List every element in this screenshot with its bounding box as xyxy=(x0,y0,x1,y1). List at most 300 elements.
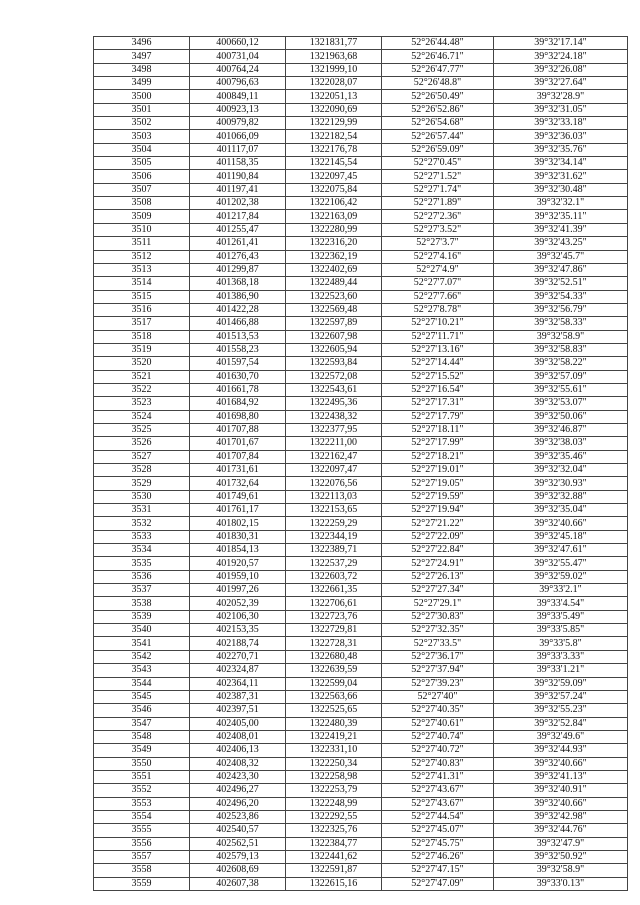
x-coordinate-cell: 402523,86 xyxy=(190,810,286,823)
latitude-cell: 52°26'48.8" xyxy=(382,77,494,90)
point-number-cell: 3514 xyxy=(94,277,190,290)
y-coordinate-cell: 1322480,39 xyxy=(286,717,382,730)
table-row xyxy=(94,557,628,570)
longitude-cell: 39°32'50.92" xyxy=(494,850,628,863)
table-row xyxy=(94,664,628,677)
table-row xyxy=(94,197,628,210)
x-coordinate-cell: 401422,28 xyxy=(190,303,286,316)
x-coordinate-cell: 401732,64 xyxy=(190,477,286,490)
y-coordinate-cell: 1322250,34 xyxy=(286,757,382,770)
x-coordinate-cell: 401202,38 xyxy=(190,197,286,210)
latitude-cell: 52°27'10.21" xyxy=(382,317,494,330)
y-coordinate-cell: 1322163,09 xyxy=(286,210,382,223)
x-coordinate-cell: 401466,88 xyxy=(190,317,286,330)
longitude-cell: 39°32'55.23" xyxy=(494,704,628,717)
table-row xyxy=(94,37,628,50)
y-coordinate-cell: 1322280,99 xyxy=(286,223,382,236)
table-row xyxy=(94,544,628,557)
point-number-cell: 3525 xyxy=(94,423,190,436)
x-coordinate-cell: 401802,15 xyxy=(190,517,286,530)
table-row xyxy=(94,130,628,143)
longitude-cell: 39°32'57.24" xyxy=(494,690,628,703)
latitude-cell: 52°27'7.66" xyxy=(382,290,494,303)
longitude-cell: 39°32'32.04" xyxy=(494,464,628,477)
table-row xyxy=(94,597,628,610)
point-number-cell: 3533 xyxy=(94,530,190,543)
y-coordinate-cell: 1322384,77 xyxy=(286,837,382,850)
y-coordinate-cell: 1322325,76 xyxy=(286,824,382,837)
table-row xyxy=(94,584,628,597)
table-row xyxy=(94,77,628,90)
latitude-cell: 52°27'19.05" xyxy=(382,477,494,490)
table-row xyxy=(94,464,628,477)
y-coordinate-cell: 1322377,95 xyxy=(286,423,382,436)
coordinates-table-body xyxy=(94,37,628,891)
x-coordinate-cell: 401117,07 xyxy=(190,143,286,156)
latitude-cell: 52°26'54.68" xyxy=(382,117,494,130)
latitude-cell: 52°27'43.67" xyxy=(382,784,494,797)
point-number-cell: 3516 xyxy=(94,303,190,316)
longitude-cell: 39°32'45.7" xyxy=(494,250,628,263)
y-coordinate-cell: 1322543,61 xyxy=(286,383,382,396)
table-row xyxy=(94,757,628,770)
y-coordinate-cell: 1322441,62 xyxy=(286,850,382,863)
table-row xyxy=(94,450,628,463)
x-coordinate-cell: 402405,00 xyxy=(190,717,286,730)
table-row xyxy=(94,797,628,810)
x-coordinate-cell: 401386,90 xyxy=(190,290,286,303)
latitude-cell: 52°27'36.17" xyxy=(382,650,494,663)
table-row xyxy=(94,690,628,703)
latitude-cell: 52°27'27.34" xyxy=(382,584,494,597)
longitude-cell: 39°32'58.9" xyxy=(494,330,628,343)
table-row xyxy=(94,143,628,156)
longitude-cell: 39°32'35.46" xyxy=(494,450,628,463)
point-number-cell: 3531 xyxy=(94,504,190,517)
longitude-cell: 39°32'34.14" xyxy=(494,157,628,170)
x-coordinate-cell: 402188,74 xyxy=(190,637,286,650)
point-number-cell: 3527 xyxy=(94,450,190,463)
y-coordinate-cell: 1322258,98 xyxy=(286,770,382,783)
latitude-cell: 52°27'26.13" xyxy=(382,570,494,583)
latitude-cell: 52°26'57.44" xyxy=(382,130,494,143)
x-coordinate-cell: 402408,01 xyxy=(190,730,286,743)
point-number-cell: 3526 xyxy=(94,437,190,450)
x-coordinate-cell: 401299,87 xyxy=(190,263,286,276)
latitude-cell: 52°27'1.89" xyxy=(382,197,494,210)
longitude-cell: 39°33'5.49" xyxy=(494,610,628,623)
point-number-cell: 3538 xyxy=(94,597,190,610)
latitude-cell: 52°27'44.54" xyxy=(382,810,494,823)
longitude-cell: 39°32'40.66" xyxy=(494,797,628,810)
y-coordinate-cell: 1322728,31 xyxy=(286,637,382,650)
latitude-cell: 52°27'8.78" xyxy=(382,303,494,316)
point-number-cell: 3512 xyxy=(94,250,190,263)
table-row xyxy=(94,477,628,490)
longitude-cell: 39°32'59.02" xyxy=(494,570,628,583)
table-row xyxy=(94,210,628,223)
latitude-cell: 52°27'47.15" xyxy=(382,864,494,877)
latitude-cell: 52°27'22.09" xyxy=(382,530,494,543)
longitude-cell: 39°32'35.11" xyxy=(494,210,628,223)
longitude-cell: 39°32'32.88" xyxy=(494,490,628,503)
point-number-cell: 3519 xyxy=(94,343,190,356)
point-number-cell: 3511 xyxy=(94,237,190,250)
latitude-cell: 52°27'14.44" xyxy=(382,357,494,370)
point-number-cell: 3517 xyxy=(94,317,190,330)
point-number-cell: 3529 xyxy=(94,477,190,490)
table-row xyxy=(94,784,628,797)
longitude-cell: 39°32'36.03" xyxy=(494,130,628,143)
longitude-cell: 39°32'33.18" xyxy=(494,117,628,130)
latitude-cell: 52°27'30.83" xyxy=(382,610,494,623)
x-coordinate-cell: 402562,51 xyxy=(190,837,286,850)
y-coordinate-cell: 1322593,84 xyxy=(286,357,382,370)
latitude-cell: 52°27'45.75" xyxy=(382,837,494,850)
longitude-cell: 39°33'4.54" xyxy=(494,597,628,610)
point-number-cell: 3518 xyxy=(94,330,190,343)
x-coordinate-cell: 401707,88 xyxy=(190,423,286,436)
y-coordinate-cell: 1322331,10 xyxy=(286,744,382,757)
x-coordinate-cell: 401854,13 xyxy=(190,544,286,557)
longitude-cell: 39°32'24.18" xyxy=(494,50,628,63)
y-coordinate-cell: 1322162,47 xyxy=(286,450,382,463)
point-number-cell: 3503 xyxy=(94,130,190,143)
x-coordinate-cell: 402324,87 xyxy=(190,664,286,677)
table-row xyxy=(94,237,628,250)
y-coordinate-cell: 1322316,20 xyxy=(286,237,382,250)
y-coordinate-cell: 1322097,45 xyxy=(286,170,382,183)
y-coordinate-cell: 1322639,59 xyxy=(286,664,382,677)
y-coordinate-cell: 1322248,99 xyxy=(286,797,382,810)
table-row xyxy=(94,157,628,170)
latitude-cell: 52°27'2.36" xyxy=(382,210,494,223)
longitude-cell: 39°32'54.33" xyxy=(494,290,628,303)
table-row xyxy=(94,223,628,236)
latitude-cell: 52°27'4.9" xyxy=(382,263,494,276)
latitude-cell: 52°27'46.26" xyxy=(382,850,494,863)
longitude-cell: 39°32'38.03" xyxy=(494,437,628,450)
point-number-cell: 3545 xyxy=(94,690,190,703)
latitude-cell: 52°27'17.31" xyxy=(382,397,494,410)
table-row xyxy=(94,410,628,423)
longitude-cell: 39°33'2.1" xyxy=(494,584,628,597)
x-coordinate-cell: 401920,57 xyxy=(190,557,286,570)
table-row xyxy=(94,717,628,730)
latitude-cell: 52°27'43.67" xyxy=(382,797,494,810)
point-number-cell: 3510 xyxy=(94,223,190,236)
point-number-cell: 3532 xyxy=(94,517,190,530)
longitude-cell: 39°32'41.39" xyxy=(494,223,628,236)
table-row xyxy=(94,263,628,276)
y-coordinate-cell: 1322344,19 xyxy=(286,530,382,543)
point-number-cell: 3534 xyxy=(94,544,190,557)
latitude-cell: 52°27'33.5" xyxy=(382,637,494,650)
longitude-cell: 39°32'31.62" xyxy=(494,170,628,183)
latitude-cell: 52°26'50.49" xyxy=(382,90,494,103)
point-number-cell: 3535 xyxy=(94,557,190,570)
table-row xyxy=(94,744,628,757)
x-coordinate-cell: 401701,67 xyxy=(190,437,286,450)
latitude-cell: 52°27'18.11" xyxy=(382,423,494,436)
x-coordinate-cell: 400923,13 xyxy=(190,103,286,116)
x-coordinate-cell: 400660,12 xyxy=(190,37,286,50)
x-coordinate-cell: 401630,70 xyxy=(190,370,286,383)
table-row xyxy=(94,504,628,517)
latitude-cell: 52°27'19.01" xyxy=(382,464,494,477)
table-row xyxy=(94,423,628,436)
latitude-cell: 52°27'18.21" xyxy=(382,450,494,463)
latitude-cell: 52°27'21.22" xyxy=(382,517,494,530)
y-coordinate-cell: 1322153,65 xyxy=(286,504,382,517)
y-coordinate-cell: 1322607,98 xyxy=(286,330,382,343)
y-coordinate-cell: 1322599,04 xyxy=(286,677,382,690)
point-number-cell: 3520 xyxy=(94,357,190,370)
y-coordinate-cell: 1322523,60 xyxy=(286,290,382,303)
latitude-cell: 52°26'46.71" xyxy=(382,50,494,63)
y-coordinate-cell: 1322680,48 xyxy=(286,650,382,663)
x-coordinate-cell: 401684,92 xyxy=(190,397,286,410)
table-row xyxy=(94,277,628,290)
point-number-cell: 3528 xyxy=(94,464,190,477)
point-number-cell: 3499 xyxy=(94,77,190,90)
point-number-cell: 3546 xyxy=(94,704,190,717)
x-coordinate-cell: 402052,39 xyxy=(190,597,286,610)
table-row xyxy=(94,824,628,837)
latitude-cell: 52°27'47.09" xyxy=(382,877,494,890)
table-row xyxy=(94,183,628,196)
x-coordinate-cell: 402608,69 xyxy=(190,864,286,877)
y-coordinate-cell: 1322661,35 xyxy=(286,584,382,597)
x-coordinate-cell: 400849,11 xyxy=(190,90,286,103)
table-row xyxy=(94,317,628,330)
longitude-cell: 39°32'47.86" xyxy=(494,263,628,276)
x-coordinate-cell: 402397,51 xyxy=(190,704,286,717)
x-coordinate-cell: 400764,24 xyxy=(190,63,286,76)
point-number-cell: 3504 xyxy=(94,143,190,156)
x-coordinate-cell: 402364,11 xyxy=(190,677,286,690)
y-coordinate-cell: 1321963,68 xyxy=(286,50,382,63)
x-coordinate-cell: 401190,84 xyxy=(190,170,286,183)
table-row xyxy=(94,397,628,410)
latitude-cell: 52°27'40.35" xyxy=(382,704,494,717)
point-number-cell: 3558 xyxy=(94,864,190,877)
latitude-cell: 52°27'4.16" xyxy=(382,250,494,263)
longitude-cell: 39°33'0.13" xyxy=(494,877,628,890)
longitude-cell: 39°32'46.87" xyxy=(494,423,628,436)
y-coordinate-cell: 1322075,84 xyxy=(286,183,382,196)
x-coordinate-cell: 401761,17 xyxy=(190,504,286,517)
y-coordinate-cell: 1322076,56 xyxy=(286,477,382,490)
table-row xyxy=(94,704,628,717)
table-row xyxy=(94,570,628,583)
longitude-cell: 39°33'5.85" xyxy=(494,624,628,637)
table-row xyxy=(94,517,628,530)
y-coordinate-cell: 1322489,44 xyxy=(286,277,382,290)
longitude-cell: 39°32'44.93" xyxy=(494,744,628,757)
longitude-cell: 39°32'30.93" xyxy=(494,477,628,490)
point-number-cell: 3544 xyxy=(94,677,190,690)
point-number-cell: 3547 xyxy=(94,717,190,730)
point-number-cell: 3539 xyxy=(94,610,190,623)
latitude-cell: 52°27'37.94" xyxy=(382,664,494,677)
latitude-cell: 52°27'3.7" xyxy=(382,237,494,250)
longitude-cell: 39°32'43.25" xyxy=(494,237,628,250)
longitude-cell: 39°32'58.83" xyxy=(494,343,628,356)
y-coordinate-cell: 1322525,65 xyxy=(286,704,382,717)
y-coordinate-cell: 1322211,00 xyxy=(286,437,382,450)
latitude-cell: 52°27'41.31" xyxy=(382,770,494,783)
y-coordinate-cell: 1322591,87 xyxy=(286,864,382,877)
x-coordinate-cell: 401066,09 xyxy=(190,130,286,143)
x-coordinate-cell: 402607,38 xyxy=(190,877,286,890)
latitude-cell: 52°27'0.45" xyxy=(382,157,494,170)
latitude-cell: 52°26'52.86" xyxy=(382,103,494,116)
point-number-cell: 3551 xyxy=(94,770,190,783)
latitude-cell: 52°27'17.79" xyxy=(382,410,494,423)
point-number-cell: 3541 xyxy=(94,637,190,650)
longitude-cell: 39°32'53.07" xyxy=(494,397,628,410)
point-number-cell: 3557 xyxy=(94,850,190,863)
point-number-cell: 3524 xyxy=(94,410,190,423)
y-coordinate-cell: 1322605,94 xyxy=(286,343,382,356)
latitude-cell: 52°27'29.1" xyxy=(382,597,494,610)
table-row xyxy=(94,637,628,650)
x-coordinate-cell: 401261,41 xyxy=(190,237,286,250)
x-coordinate-cell: 401597,54 xyxy=(190,357,286,370)
latitude-cell: 52°26'44.48" xyxy=(382,37,494,50)
point-number-cell: 3530 xyxy=(94,490,190,503)
point-number-cell: 3543 xyxy=(94,664,190,677)
table-row xyxy=(94,370,628,383)
table-row xyxy=(94,383,628,396)
y-coordinate-cell: 1322362,19 xyxy=(286,250,382,263)
x-coordinate-cell: 401368,18 xyxy=(190,277,286,290)
y-coordinate-cell: 1322729,81 xyxy=(286,624,382,637)
point-number-cell: 3506 xyxy=(94,170,190,183)
y-coordinate-cell: 1322097,47 xyxy=(286,464,382,477)
y-coordinate-cell: 1322145,54 xyxy=(286,157,382,170)
y-coordinate-cell: 1322706,61 xyxy=(286,597,382,610)
x-coordinate-cell: 402106,30 xyxy=(190,610,286,623)
latitude-cell: 52°26'47.77" xyxy=(382,63,494,76)
latitude-cell: 52°27'1.74" xyxy=(382,183,494,196)
table-row xyxy=(94,117,628,130)
latitude-cell: 52°27'15.52" xyxy=(382,370,494,383)
table-row xyxy=(94,250,628,263)
coordinates-table xyxy=(93,36,628,891)
y-coordinate-cell: 1322176,78 xyxy=(286,143,382,156)
point-number-cell: 3554 xyxy=(94,810,190,823)
longitude-cell: 39°32'52.84" xyxy=(494,717,628,730)
longitude-cell: 39°32'32.1" xyxy=(494,197,628,210)
point-number-cell: 3501 xyxy=(94,103,190,116)
point-number-cell: 3555 xyxy=(94,824,190,837)
x-coordinate-cell: 401158,35 xyxy=(190,157,286,170)
y-coordinate-cell: 1322051,13 xyxy=(286,90,382,103)
y-coordinate-cell: 1322723,76 xyxy=(286,610,382,623)
table-row xyxy=(94,837,628,850)
point-number-cell: 3540 xyxy=(94,624,190,637)
longitude-cell: 39°32'35.76" xyxy=(494,143,628,156)
point-number-cell: 3515 xyxy=(94,290,190,303)
x-coordinate-cell: 401959,10 xyxy=(190,570,286,583)
x-coordinate-cell: 401558,23 xyxy=(190,343,286,356)
x-coordinate-cell: 401830,31 xyxy=(190,530,286,543)
longitude-cell: 39°32'58.22" xyxy=(494,357,628,370)
longitude-cell: 39°32'31.05" xyxy=(494,103,628,116)
x-coordinate-cell: 402408,32 xyxy=(190,757,286,770)
table-row xyxy=(94,730,628,743)
longitude-cell: 39°32'26.08" xyxy=(494,63,628,76)
table-row xyxy=(94,610,628,623)
table-row xyxy=(94,170,628,183)
x-coordinate-cell: 402423,30 xyxy=(190,770,286,783)
x-coordinate-cell: 401276,43 xyxy=(190,250,286,263)
y-coordinate-cell: 1322402,69 xyxy=(286,263,382,276)
point-number-cell: 3498 xyxy=(94,63,190,76)
x-coordinate-cell: 401698,80 xyxy=(190,410,286,423)
x-coordinate-cell: 401255,47 xyxy=(190,223,286,236)
point-number-cell: 3548 xyxy=(94,730,190,743)
table-row xyxy=(94,290,628,303)
longitude-cell: 39°32'47.9" xyxy=(494,837,628,850)
y-coordinate-cell: 1321999,10 xyxy=(286,63,382,76)
longitude-cell: 39°32'56.79" xyxy=(494,303,628,316)
table-row xyxy=(94,103,628,116)
longitude-cell: 39°32'45.18" xyxy=(494,530,628,543)
x-coordinate-cell: 402387,31 xyxy=(190,690,286,703)
y-coordinate-cell: 1322113,03 xyxy=(286,490,382,503)
longitude-cell: 39°33'5.8" xyxy=(494,637,628,650)
table-row xyxy=(94,677,628,690)
x-coordinate-cell: 401661,78 xyxy=(190,383,286,396)
x-coordinate-cell: 402540,57 xyxy=(190,824,286,837)
x-coordinate-cell: 400731,04 xyxy=(190,50,286,63)
y-coordinate-cell: 1322389,71 xyxy=(286,544,382,557)
point-number-cell: 3513 xyxy=(94,263,190,276)
longitude-cell: 39°32'55.47" xyxy=(494,557,628,570)
table-row xyxy=(94,303,628,316)
y-coordinate-cell: 1322569,48 xyxy=(286,303,382,316)
table-row xyxy=(94,357,628,370)
point-number-cell: 3500 xyxy=(94,90,190,103)
point-number-cell: 3522 xyxy=(94,383,190,396)
x-coordinate-cell: 401513,53 xyxy=(190,330,286,343)
longitude-cell: 39°32'27.64" xyxy=(494,77,628,90)
latitude-cell: 52°27'40.74" xyxy=(382,730,494,743)
longitude-cell: 39°32'17.14" xyxy=(494,37,628,50)
y-coordinate-cell: 1322028,07 xyxy=(286,77,382,90)
latitude-cell: 52°27'16.54" xyxy=(382,383,494,396)
x-coordinate-cell: 402153,35 xyxy=(190,624,286,637)
longitude-cell: 39°32'57.09" xyxy=(494,370,628,383)
x-coordinate-cell: 402579,13 xyxy=(190,850,286,863)
x-coordinate-cell: 402270,71 xyxy=(190,650,286,663)
table-row xyxy=(94,650,628,663)
longitude-cell: 39°33'3.33" xyxy=(494,650,628,663)
latitude-cell: 52°27'40.83" xyxy=(382,757,494,770)
y-coordinate-cell: 1322603,72 xyxy=(286,570,382,583)
y-coordinate-cell: 1322597,89 xyxy=(286,317,382,330)
y-coordinate-cell: 1322615,16 xyxy=(286,877,382,890)
longitude-cell: 39°32'30.48" xyxy=(494,183,628,196)
longitude-cell: 39°32'44.76" xyxy=(494,824,628,837)
longitude-cell: 39°33'1.21" xyxy=(494,664,628,677)
y-coordinate-cell: 1322106,42 xyxy=(286,197,382,210)
latitude-cell: 52°27'19.94" xyxy=(382,504,494,517)
latitude-cell: 52°27'7.07" xyxy=(382,277,494,290)
